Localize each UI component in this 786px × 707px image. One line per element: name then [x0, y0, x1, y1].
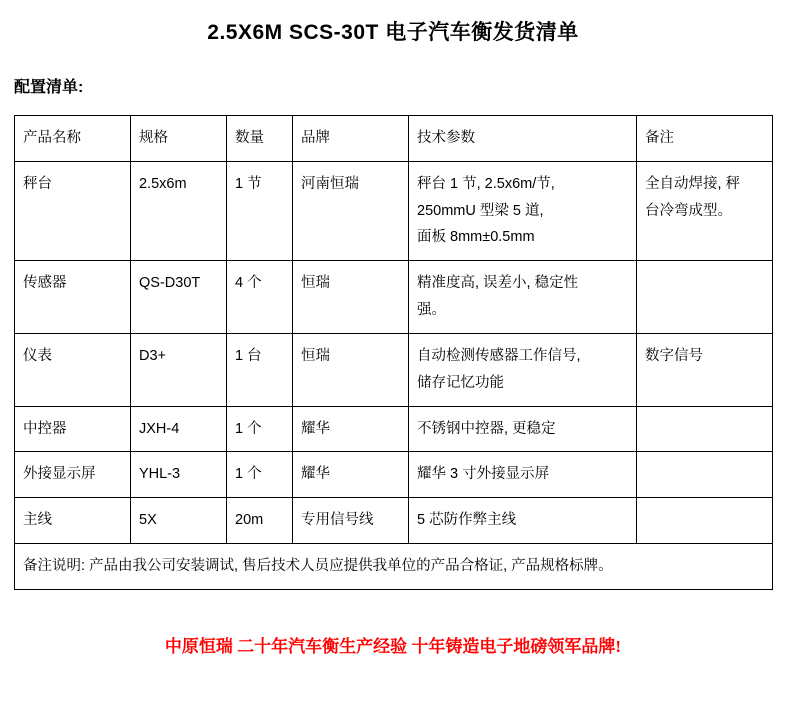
- spec-table: [14, 115, 773, 590]
- cell-params: [409, 261, 637, 334]
- cell-name: 秤台: [15, 161, 131, 260]
- table-row: [15, 406, 773, 452]
- cell-note: [637, 161, 773, 260]
- cell-brand: 河南恒瑞: [293, 161, 409, 260]
- cell-name: 中控器: [15, 406, 131, 452]
- cell-name: 仪表: [15, 333, 131, 406]
- cell-spec: 2.5x6m: [131, 161, 227, 260]
- cell-params-line: 强。: [417, 302, 446, 319]
- table-row: [15, 452, 773, 498]
- document-page: [0, 16, 786, 707]
- column-header-brand: 品牌: [293, 116, 409, 162]
- config-list-label: 配置清单:: [14, 79, 84, 96]
- cell-note: [637, 452, 773, 498]
- cell-brand: 恒瑞: [293, 333, 409, 406]
- cell-spec: 5X: [131, 498, 227, 544]
- cell-qty: 4 个: [227, 261, 293, 334]
- table-row: [15, 261, 773, 334]
- cell-brand: 专用信号线: [293, 498, 409, 544]
- column-header-name: 产品名称: [15, 116, 131, 162]
- cell-params-line: 秤台 1 节, 2.5x6m/节,: [417, 175, 555, 192]
- page-title: 2.5X6M SCS-30T 电子汽车衡发货清单: [207, 21, 579, 44]
- column-header-spec: 规格: [131, 116, 227, 162]
- cell-note-line: 台冷弯成型。: [645, 202, 732, 219]
- column-header-note: 备注: [637, 116, 773, 162]
- cell-qty: 1 个: [227, 452, 293, 498]
- cell-params: 不锈钢中控器, 更稳定: [409, 406, 637, 452]
- cell-params-line: 储存记忆功能: [417, 374, 504, 391]
- table-row: [15, 498, 773, 544]
- cell-note: 数字信号: [637, 333, 773, 406]
- cell-name: 外接显示屏: [15, 452, 131, 498]
- cell-brand: 耀华: [293, 406, 409, 452]
- cell-params-line: 250mmU 型梁 5 道,: [417, 202, 544, 219]
- cell-qty: 20m: [227, 498, 293, 544]
- cell-spec: YHL-3: [131, 452, 227, 498]
- cell-note-line: 全自动焊接, 秤: [645, 175, 741, 192]
- footer-slogan: 中原恒瑞 二十年汽车衡生产经验 十年铸造电子地磅领军品牌!: [164, 636, 622, 656]
- cell-note: [637, 406, 773, 452]
- cell-spec: D3+: [131, 333, 227, 406]
- column-header-params: 技术参数: [409, 116, 637, 162]
- cell-name: 传感器: [15, 261, 131, 334]
- cell-qty: 1 个: [227, 406, 293, 452]
- cell-note: [637, 498, 773, 544]
- table-row: [15, 333, 773, 406]
- table-row: [15, 161, 773, 260]
- cell-params-line: 自动检测传感器工作信号,: [417, 347, 581, 364]
- cell-qty: 1 节: [227, 161, 293, 260]
- column-header-qty: 数量: [227, 116, 293, 162]
- cell-spec: JXH-4: [131, 406, 227, 452]
- cell-brand: 恒瑞: [293, 261, 409, 334]
- cell-params-line: 面板 8mm±0.5mm: [417, 229, 535, 246]
- cell-params-line: 精准度高, 误差小, 稳定性: [417, 275, 579, 292]
- table-footer-note-row: [15, 543, 773, 589]
- footer-note: 备注说明: 产品由我公司安装调试, 售后技术人员应提供我单位的产品合格证, 产品规格标牌。: [15, 543, 773, 589]
- cell-spec: QS-D30T: [131, 261, 227, 334]
- cell-brand: 耀华: [293, 452, 409, 498]
- cell-params: [409, 333, 637, 406]
- cell-qty: 1 台: [227, 333, 293, 406]
- cell-params: 5 芯防作弊主线: [409, 498, 637, 544]
- cell-params: 耀华 3 寸外接显示屏: [409, 452, 637, 498]
- cell-name: 主线: [15, 498, 131, 544]
- cell-params: [409, 161, 637, 260]
- cell-note: [637, 261, 773, 334]
- table-header-row: [15, 116, 773, 162]
